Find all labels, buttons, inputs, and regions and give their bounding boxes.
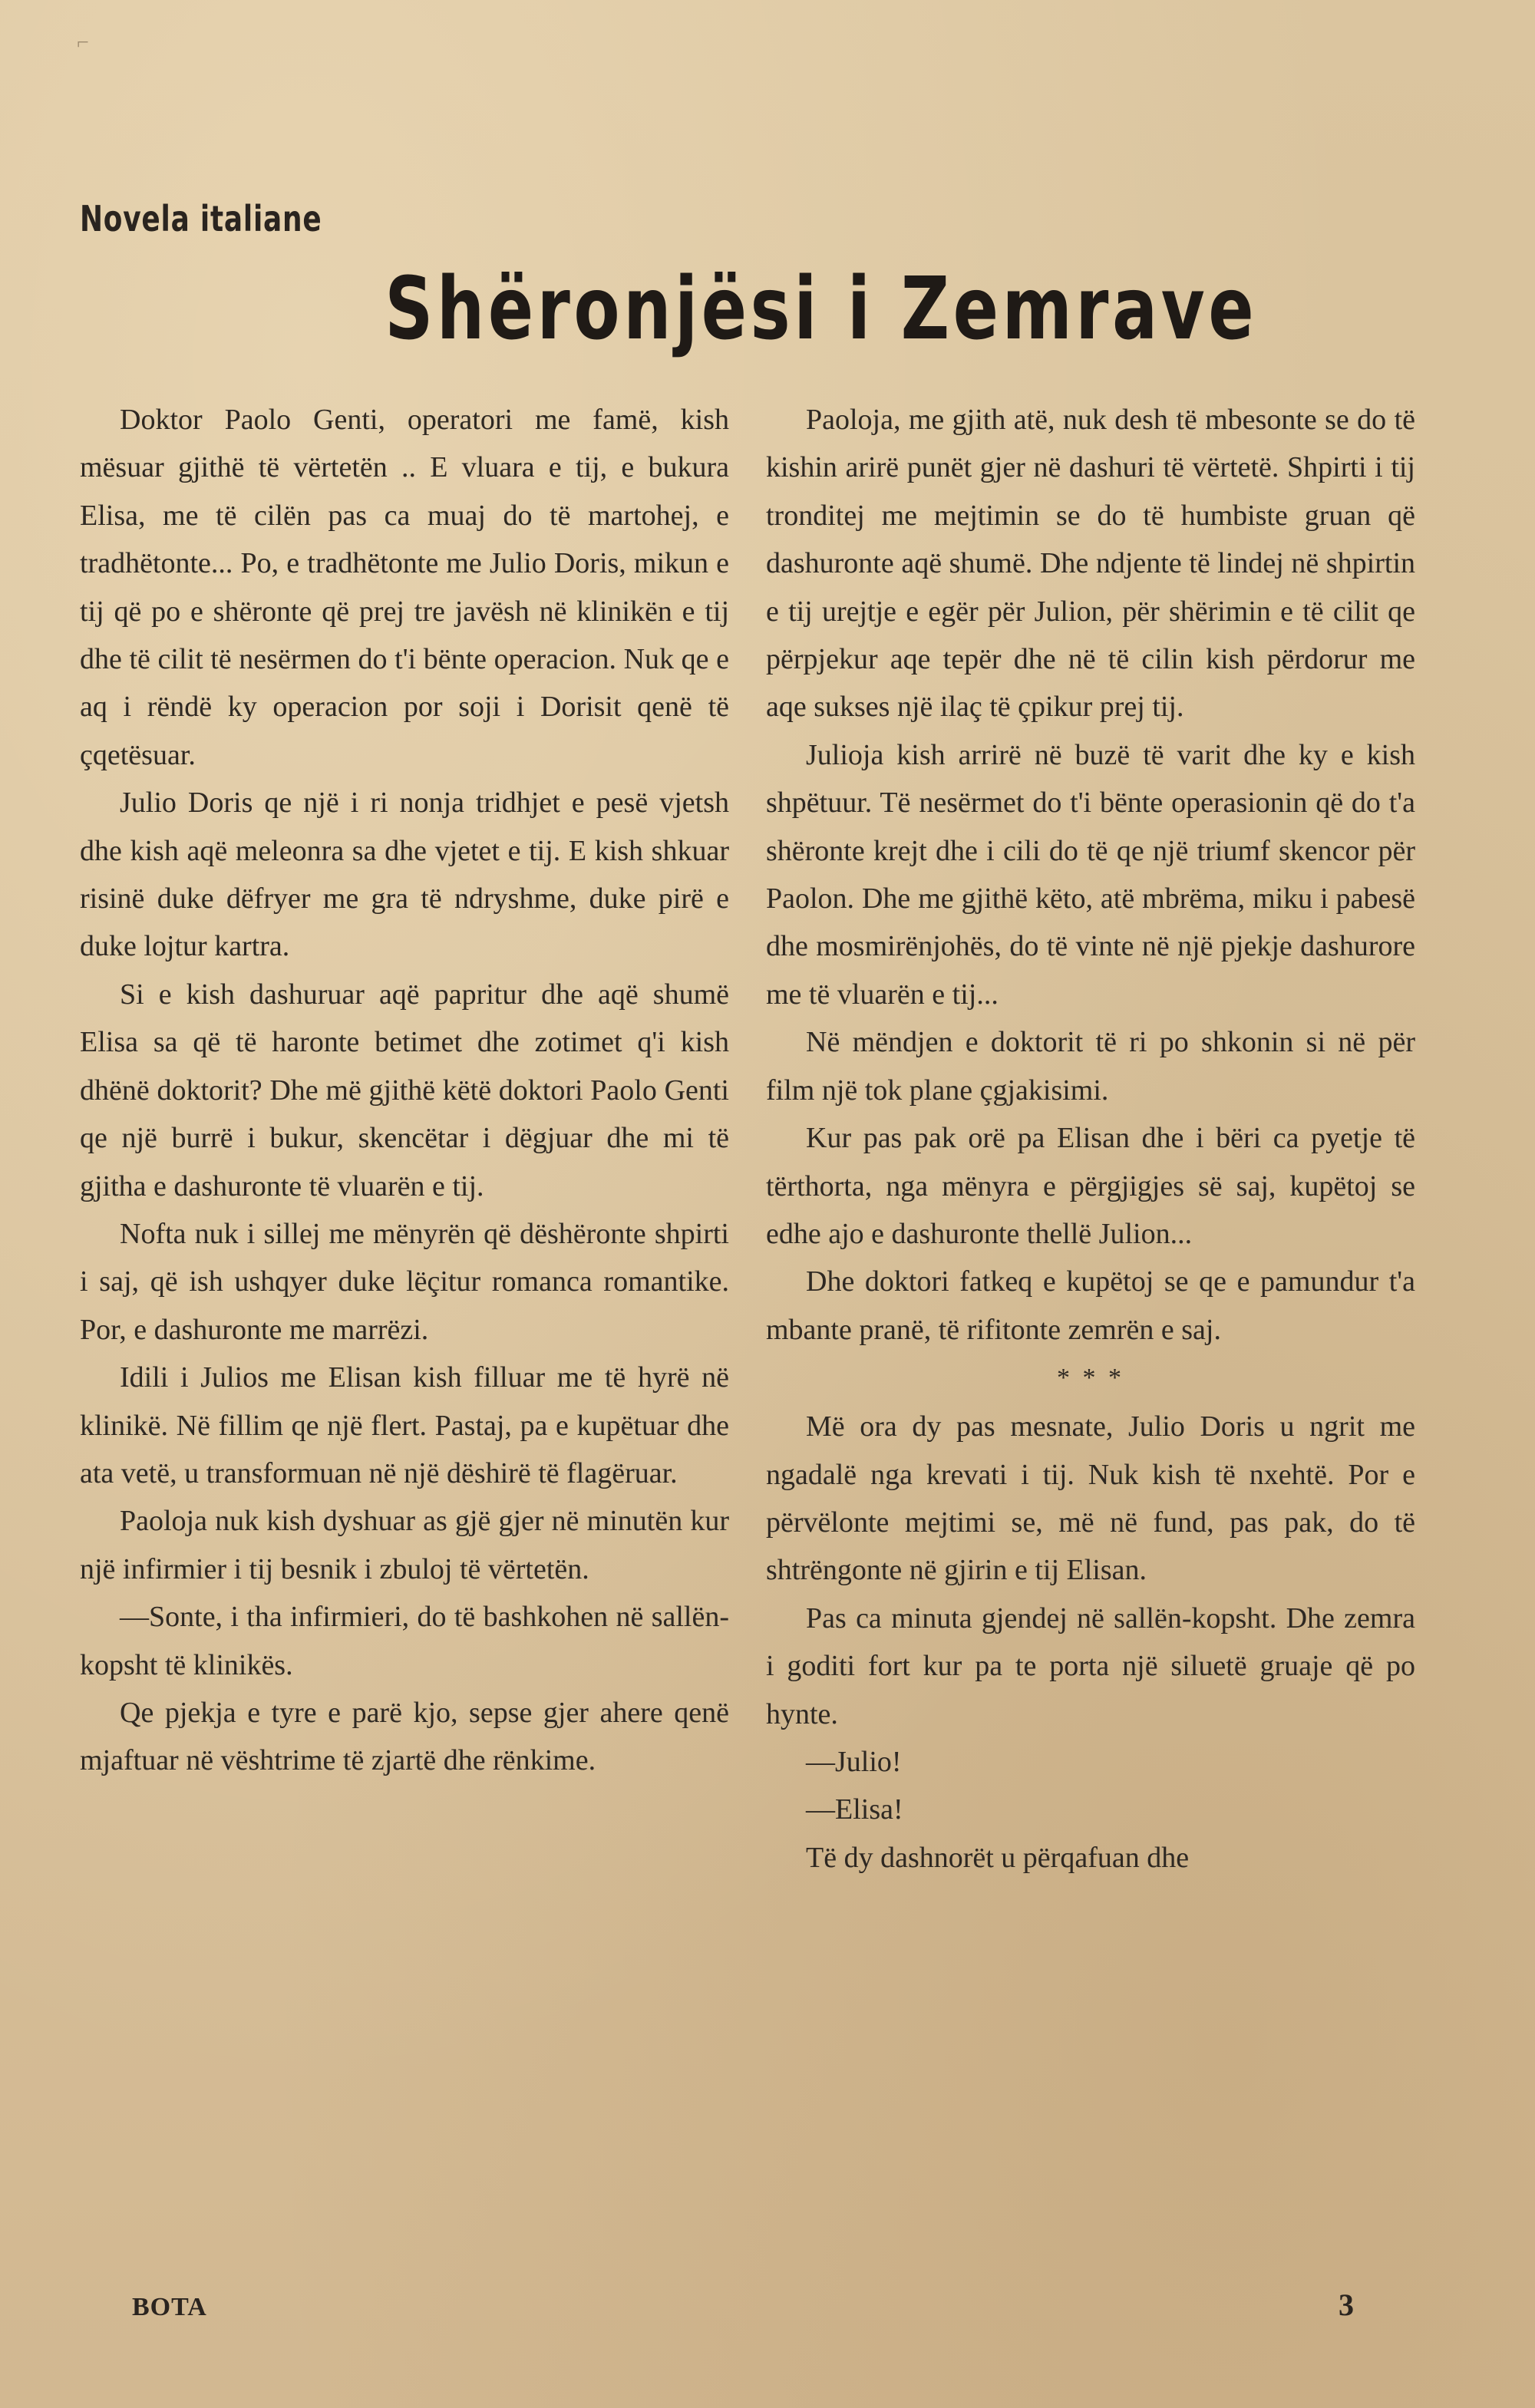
paragraph: Paoloja, me gjith atë, nuk desh të mbesonte se do të kishin arirë punët gjer në dashuri të vërtetë. Shpirti i tij tronditej me mejtimin se do të humbiste gruan që dashuronte aqë shumë. Dhe ndjente të lindej në shpirtin e tij urejtje e egër për Julion, për shërimin e të cilit qe përpjekur aqe tepër dhe në të cilin kish përdorur me aqe sukses një ilaç të çpikur prej tij.	[766, 404, 1415, 724]
article-title	[0, 259, 1535, 359]
paragraph: Nofta nuk i sillej me mënyrën që dëshëronte shpirti i saj, që ish ushqyer duke lëçitur romanca romantike. Por, e dashuronte me marrëzi.	[80, 1217, 729, 1346]
dialogue-line: —Julio!	[806, 1745, 902, 1778]
paragraph: —Sonte, i tha infirmieri, do të bashkohen në sallën-kopsht të klinikës.	[80, 1601, 729, 1681]
paragraph: Të dy dashnorët u përqafuan dhe	[806, 1841, 1190, 1874]
right-column	[766, 396, 1415, 1882]
paragraph: Doktor Paolo Genti, operatori me famë, kish mësuar gjithë të vërtetën .. E vluara e tij, e bukura Elisa, me të cilën pas ca muaj do të martohej, e tradhëtonte... Po, e tradhëtonte me Julio Doris, mikun e tij që po e shëronte që prej tre javësh në klinikën e tij dhe të cilit të nesërmen do t'i bënte operacion. Nuk qe e aq i rëndë ky operacion por soji i Dorisit qenë të çqetësuar.	[80, 404, 729, 771]
paragraph: Në mëndjen e doktorit të ri po shkonin si në për film një tok plane çgjakisimi.	[766, 1026, 1415, 1107]
paragraph: Idili i Julios me Elisan kish filluar me të hyrë në klinikë. Në fillim qe një flert. Pastaj, pa e kupëtuar dhe ata vetë, u transformuan në një dëshirë të flagëruar.	[80, 1361, 729, 1489]
paragraph: Julioja kish arrirë në buzë të varit dhe ky e kish shpëtuur. Të nesërmet do t'i bënte operasionin që do t'a shëronte krejt dhe i cili do të qe një triumf skencor për Paolon. Dhe me gjithë këto, atë mbrëma, miku i pabesë dhe mosmirënjohës, do të vinte në një pjekje dashurore me të vluarën e tij...	[766, 738, 1415, 1011]
section-separator: * * *	[1057, 1364, 1124, 1393]
publication-name: BOTA	[132, 2293, 207, 2321]
section-kicker: Novela italiane	[80, 198, 322, 239]
page-number: 3	[1339, 2288, 1354, 2322]
paragraph: Paoloja nuk kish dyshuar as gjë gjer në minutën kur një infirmier i tij besnik i zbuloj të vërtetën.	[80, 1505, 729, 1585]
left-column	[80, 396, 729, 1785]
paragraph: Kur pas pak orë pa Elisan dhe i bëri ca pyetje të tërthorta, nga mënyra e përgjigjes së saj, kupëtoj se edhe ajo e dashuronte thellë Julion...	[766, 1122, 1415, 1250]
paragraph: Pas ca minuta gjendej në sallën-kopsht. Dhe zemra i goditi fort kur pa te porta një siluetë gruaje që po hynte.	[766, 1601, 1415, 1730]
dialogue-line: —Elisa!	[806, 1793, 903, 1826]
paragraph: Julio Doris qe një i ri nonja tridhjet e pesë vjetsh dhe kish aqë meleonra sa dhe vjetet e tij. E kish shkuar risinë duke dëfryer me gra të ndryshme, duke pirë e duke lojtur kartra.	[80, 787, 729, 963]
paragraph: Si e kish dashuruar aqë papritur dhe aqë shumë Elisa sa që të haronte betimet dhe zotimet q'i kish dhënë doktorit? Dhe më gjithë këtë doktori Paolo Genti qe një burrë i bukur, skencëtar i dëgjuar dhe mi të gjitha e dashuronte të vluarën e tij.	[80, 978, 729, 1202]
paragraph: Më ora dy pas mesnate, Julio Doris u ngrit me ngadalë nga krevati i tij. Nuk kish të nxehtë. Por e përvëlonte mejtimi se, më në fund, pas pak, do të shtrëngonte në gjirin e tij Elisan.	[766, 1410, 1415, 1587]
paragraph: Dhe doktori fatkeq e kupëtoj se qe e pamundur t'a mbante pranë, të rifitonte zemrën e saj.	[766, 1265, 1415, 1346]
corner-mark: ⌐	[77, 31, 89, 54]
article-title-text: Shëronjësi i Zemrave	[385, 259, 1258, 359]
paragraph: Qe pjekja e tyre e parë kjo, sepse gjer ahere qenë mjaftuar në vështrime të zjartë dhe rënkime.	[80, 1696, 729, 1777]
